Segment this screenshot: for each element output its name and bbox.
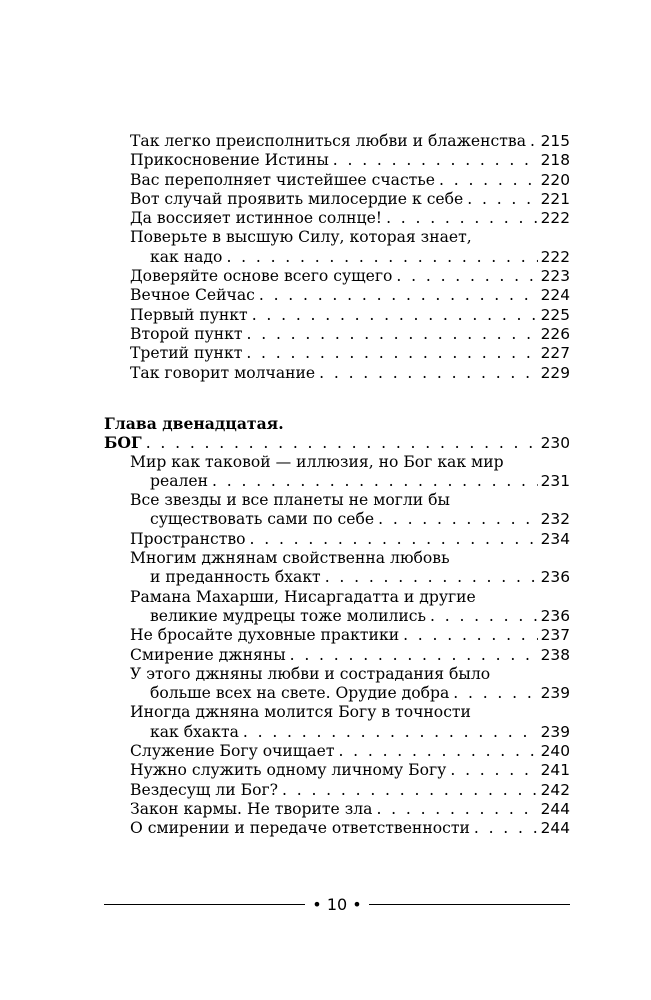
toc-entry xyxy=(104,530,570,549)
toc-entry-page: 220 xyxy=(540,170,570,189)
toc-entry-page: 240 xyxy=(540,742,570,761)
leader-dots xyxy=(530,132,538,151)
toc-entry-continuation xyxy=(104,607,570,626)
footer-rule-left xyxy=(104,904,305,905)
page-number-value: 10 xyxy=(326,894,348,914)
toc-entry-page: 224 xyxy=(540,286,570,305)
leader-dots xyxy=(319,364,537,383)
toc-entry-title-cont: реален xyxy=(150,471,209,490)
toc-entry-page: 225 xyxy=(540,305,570,324)
toc-entry-first-line xyxy=(104,588,570,607)
toc-entry-continuation xyxy=(104,568,570,587)
toc-entry-page: 221 xyxy=(540,189,570,208)
toc-entry-title-cont: существовать сами по себе xyxy=(150,510,375,529)
toc-entry-title-cont: как надо xyxy=(150,247,223,266)
toc-entry-title: Рамана Махарши, Нисаргадатта и другие xyxy=(130,587,476,606)
toc-chapter-12 xyxy=(104,414,570,839)
leader-dots xyxy=(146,434,538,452)
leader-dots xyxy=(250,530,538,549)
toc-entry xyxy=(104,344,570,363)
leader-dots xyxy=(243,723,538,742)
chapter-heading: Глава двенадцатая. xyxy=(104,414,284,433)
toc-entry xyxy=(104,646,570,665)
toc-entry-continuation xyxy=(104,248,570,267)
leader-dots xyxy=(403,626,538,645)
toc-entry-title-cont: и преданность бхакт xyxy=(150,568,321,587)
toc-entry-page: 237 xyxy=(540,626,570,645)
toc-entry-title: Поверьте в высшую Силу, которая знает, xyxy=(130,228,472,247)
toc-entry-page: 236 xyxy=(540,568,570,587)
toc-entry-title: Вас переполняет чистейшее счастье xyxy=(130,170,436,189)
toc-entry-first-line xyxy=(104,228,570,247)
toc-entry-page: 222 xyxy=(540,247,570,266)
leader-dots xyxy=(450,761,537,780)
toc-entry xyxy=(104,306,570,325)
toc-entry-title: Вот случай проявить милосердие к себе xyxy=(130,189,464,208)
toc-entry-title: Так говорит молчание xyxy=(130,363,316,382)
leader-dots xyxy=(474,819,538,838)
leader-dots xyxy=(247,325,538,344)
toc-entry-title: Доверяйте основе всего сущего xyxy=(130,267,393,286)
toc-entry-title: Прикосновение Истины xyxy=(130,151,329,170)
leader-dots xyxy=(396,267,537,286)
toc-entry-page: 222 xyxy=(540,209,570,228)
toc-entry-page: 234 xyxy=(540,529,570,548)
leader-dots xyxy=(246,344,537,363)
chapter-title-entry xyxy=(104,433,570,452)
leader-dots xyxy=(333,151,538,170)
leader-dots xyxy=(252,306,538,325)
chapter-page: 230 xyxy=(540,434,570,453)
toc-entry-continuation xyxy=(104,684,570,703)
toc-entry-title: Закон кармы. Не творите зла xyxy=(130,799,373,818)
toc-entry-continuation xyxy=(104,472,570,491)
toc-entry-title: Да воссияет истинное солнце! xyxy=(130,209,383,228)
toc-entry xyxy=(104,132,570,151)
leader-dots xyxy=(226,248,537,267)
leader-dots xyxy=(453,684,537,703)
toc-entry-title: Вездесущ ли Бог? xyxy=(130,780,279,799)
leader-dots xyxy=(259,286,538,305)
toc-entry-continuation xyxy=(104,723,570,742)
footer-rule-right xyxy=(369,904,570,905)
toc-entry-first-line xyxy=(104,549,570,568)
toc-entry-page: 238 xyxy=(540,645,570,664)
toc-entry-title: Второй пункт xyxy=(130,324,243,343)
toc-entry-page: 242 xyxy=(540,780,570,799)
leader-dots xyxy=(212,472,538,491)
toc-entry xyxy=(104,171,570,190)
toc-entry-page: 226 xyxy=(540,324,570,343)
toc-entry-title: Пространство xyxy=(130,529,246,548)
toc-entry-page: 218 xyxy=(540,151,570,170)
leader-dots xyxy=(439,171,538,190)
leader-dots xyxy=(430,607,538,626)
toc-entry xyxy=(104,286,570,305)
toc-entry xyxy=(104,325,570,344)
toc-entry xyxy=(104,819,570,838)
leader-dots xyxy=(386,209,538,228)
toc-entry-page: 227 xyxy=(540,344,570,363)
leader-dots xyxy=(467,190,537,209)
toc-entry-first-line xyxy=(104,665,570,684)
toc-entry-page: 231 xyxy=(540,471,570,490)
toc-entry-title-cont: великие мудрецы тоже молились xyxy=(150,606,427,625)
leader-dots xyxy=(376,800,537,819)
toc-entry-page: 239 xyxy=(540,684,570,703)
toc-entry-page: 229 xyxy=(540,363,570,382)
toc-entry-continuation xyxy=(104,510,570,529)
toc-entry-page: 223 xyxy=(540,267,570,286)
toc-entry-title: У этого джняны любви и сострадания было xyxy=(130,664,491,683)
toc-entry-first-line xyxy=(104,703,570,722)
toc-entry xyxy=(104,209,570,228)
page-footer xyxy=(104,893,570,915)
toc-entry-title: Вечное Сейчас xyxy=(130,286,255,305)
toc-entry xyxy=(104,364,570,383)
toc-entry-first-line xyxy=(104,491,570,510)
toc-entry-title: Все звезды и все планеты не могли бы xyxy=(130,491,450,510)
toc-entry xyxy=(104,626,570,645)
page-number: • 10 • xyxy=(312,894,362,914)
leader-dots xyxy=(338,742,537,761)
toc-entry-title: Третий пункт xyxy=(130,344,243,363)
toc-entry-page: 232 xyxy=(540,510,570,529)
toc-entry xyxy=(104,781,570,800)
toc-entry xyxy=(104,190,570,209)
toc-entry-title: Смирение джняны xyxy=(130,645,286,664)
toc-entry-title: О смирении и передаче ответственности xyxy=(130,819,470,838)
chapter-title: БОГ xyxy=(104,433,142,453)
leader-dots xyxy=(290,646,538,665)
toc-entry-page: 239 xyxy=(540,722,570,741)
leader-dots xyxy=(282,781,538,800)
toc-entry-title-cont: как бхакта xyxy=(150,722,239,741)
toc-entry-title: Многим джнянам свойственна любовь xyxy=(130,549,450,568)
toc-entry xyxy=(104,267,570,286)
toc-entry-title: Мир как таковой — иллюзия, но Бог как мир xyxy=(130,452,504,471)
toc-entry-title: Служение Богу очищает xyxy=(130,742,335,761)
toc-entry-title: Не бросайте духовные практики xyxy=(130,626,400,645)
toc-entry xyxy=(104,761,570,780)
toc-entry-page: 244 xyxy=(540,799,570,818)
toc-entry-title: Первый пункт xyxy=(130,305,248,324)
toc-entry-first-line xyxy=(104,453,570,472)
toc-entry-title-cont: больше всех на свете. Орудие добра xyxy=(150,684,450,703)
toc-entry-page: 236 xyxy=(540,606,570,625)
toc-entry-title: Нужно служить одному личному Богу xyxy=(130,761,447,780)
toc-section-1 xyxy=(104,132,570,383)
toc-entry-title: Так легко преисполниться любви и блаженства xyxy=(130,132,526,150)
toc-entry-page: 241 xyxy=(540,761,570,780)
leader-dots xyxy=(378,510,537,529)
toc-entry xyxy=(104,151,570,170)
toc-entry-page: 215 xyxy=(540,132,570,150)
leader-dots xyxy=(325,568,538,587)
toc-entry xyxy=(104,742,570,761)
toc-entry-page: 244 xyxy=(540,819,570,838)
toc-entry xyxy=(104,800,570,819)
toc-entry-title: Иногда джняна молится Богу в точности xyxy=(130,703,471,722)
